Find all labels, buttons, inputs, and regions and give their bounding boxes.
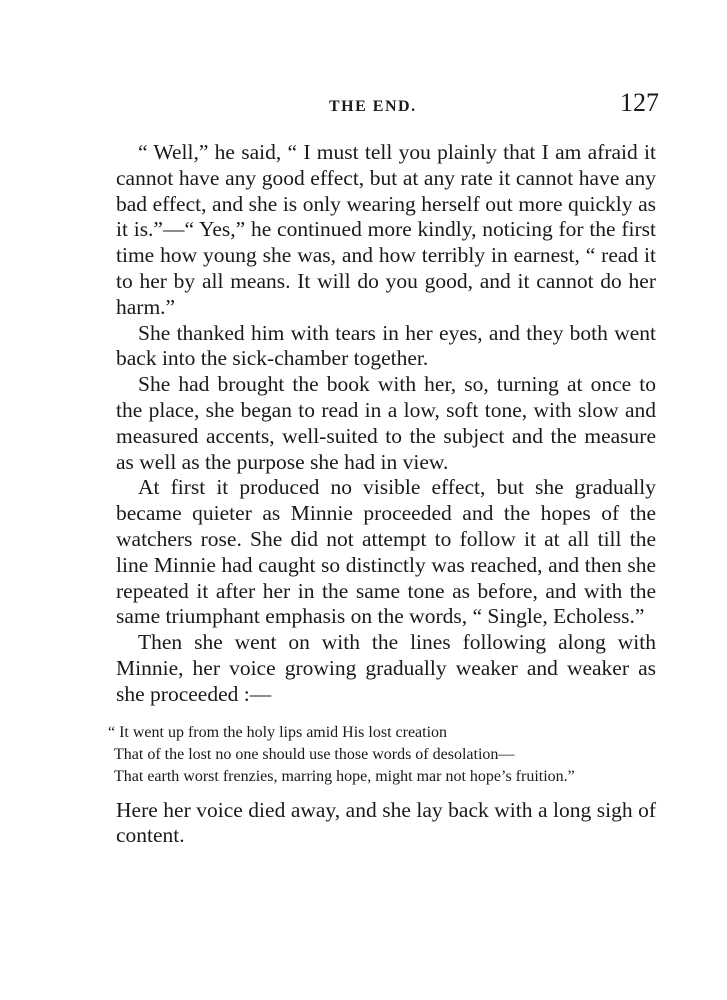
paragraph-went-on: Then she went on with the lines following along with Minnie, her voice growing gradually weaker and weaker as she proceeded :—	[116, 630, 656, 706]
page-number: 127	[620, 88, 659, 117]
body-text	[108, 140, 656, 849]
verse-line: “ It went up from the holy lips amid His lost creation	[108, 723, 448, 741]
paragraph-brought-book: She had brought the book with her, so, turning at once to the place, she began to read in a low, soft tone, with slow and measured accents, well-suited to the subject and the measure as well as the purpose she had in view.	[116, 372, 656, 474]
paragraph-thanked: She thanked him with tears in her eyes, and they both went back into the sick-chamber together.	[116, 320, 656, 371]
verse-line: That of the lost no one should use those words of desolation—	[114, 745, 515, 763]
paragraph-closing: Here her voice died away, and she lay back with a long sigh of content.	[116, 797, 656, 848]
page-header	[0, 84, 727, 124]
running-title: THE END.	[329, 98, 417, 115]
paragraph-doctor-reply: “ Well,” he said, “ I must tell you plainly that I am afraid it cannot have any good effect, but at any rate it cannot have any bad effect, and she is only wearing herself out more quickly as it is.”—“ Yes,” he continued more kindly, noticing for the first time how young she was, and how terribly in earnest, “ read it to her by all means. It will do you good, and it cannot do her harm.”	[116, 140, 656, 319]
verse-quote	[108, 722, 656, 788]
verse-line: That earth worst frenzies, marring hope, might mar not hope’s fruition.”	[114, 767, 575, 785]
paragraph-first-effect: At first it produced no visible effect, but she gradually became quieter as Minnie proceeded and the hopes of the watchers rose. She did not attempt to follow it at all till the line Minnie had caught so distinctly was reached, and then she repeated it after her in the same tone as before, and with the same triumphant emphasis on the words, “ Single, Echoless.”	[116, 475, 656, 629]
